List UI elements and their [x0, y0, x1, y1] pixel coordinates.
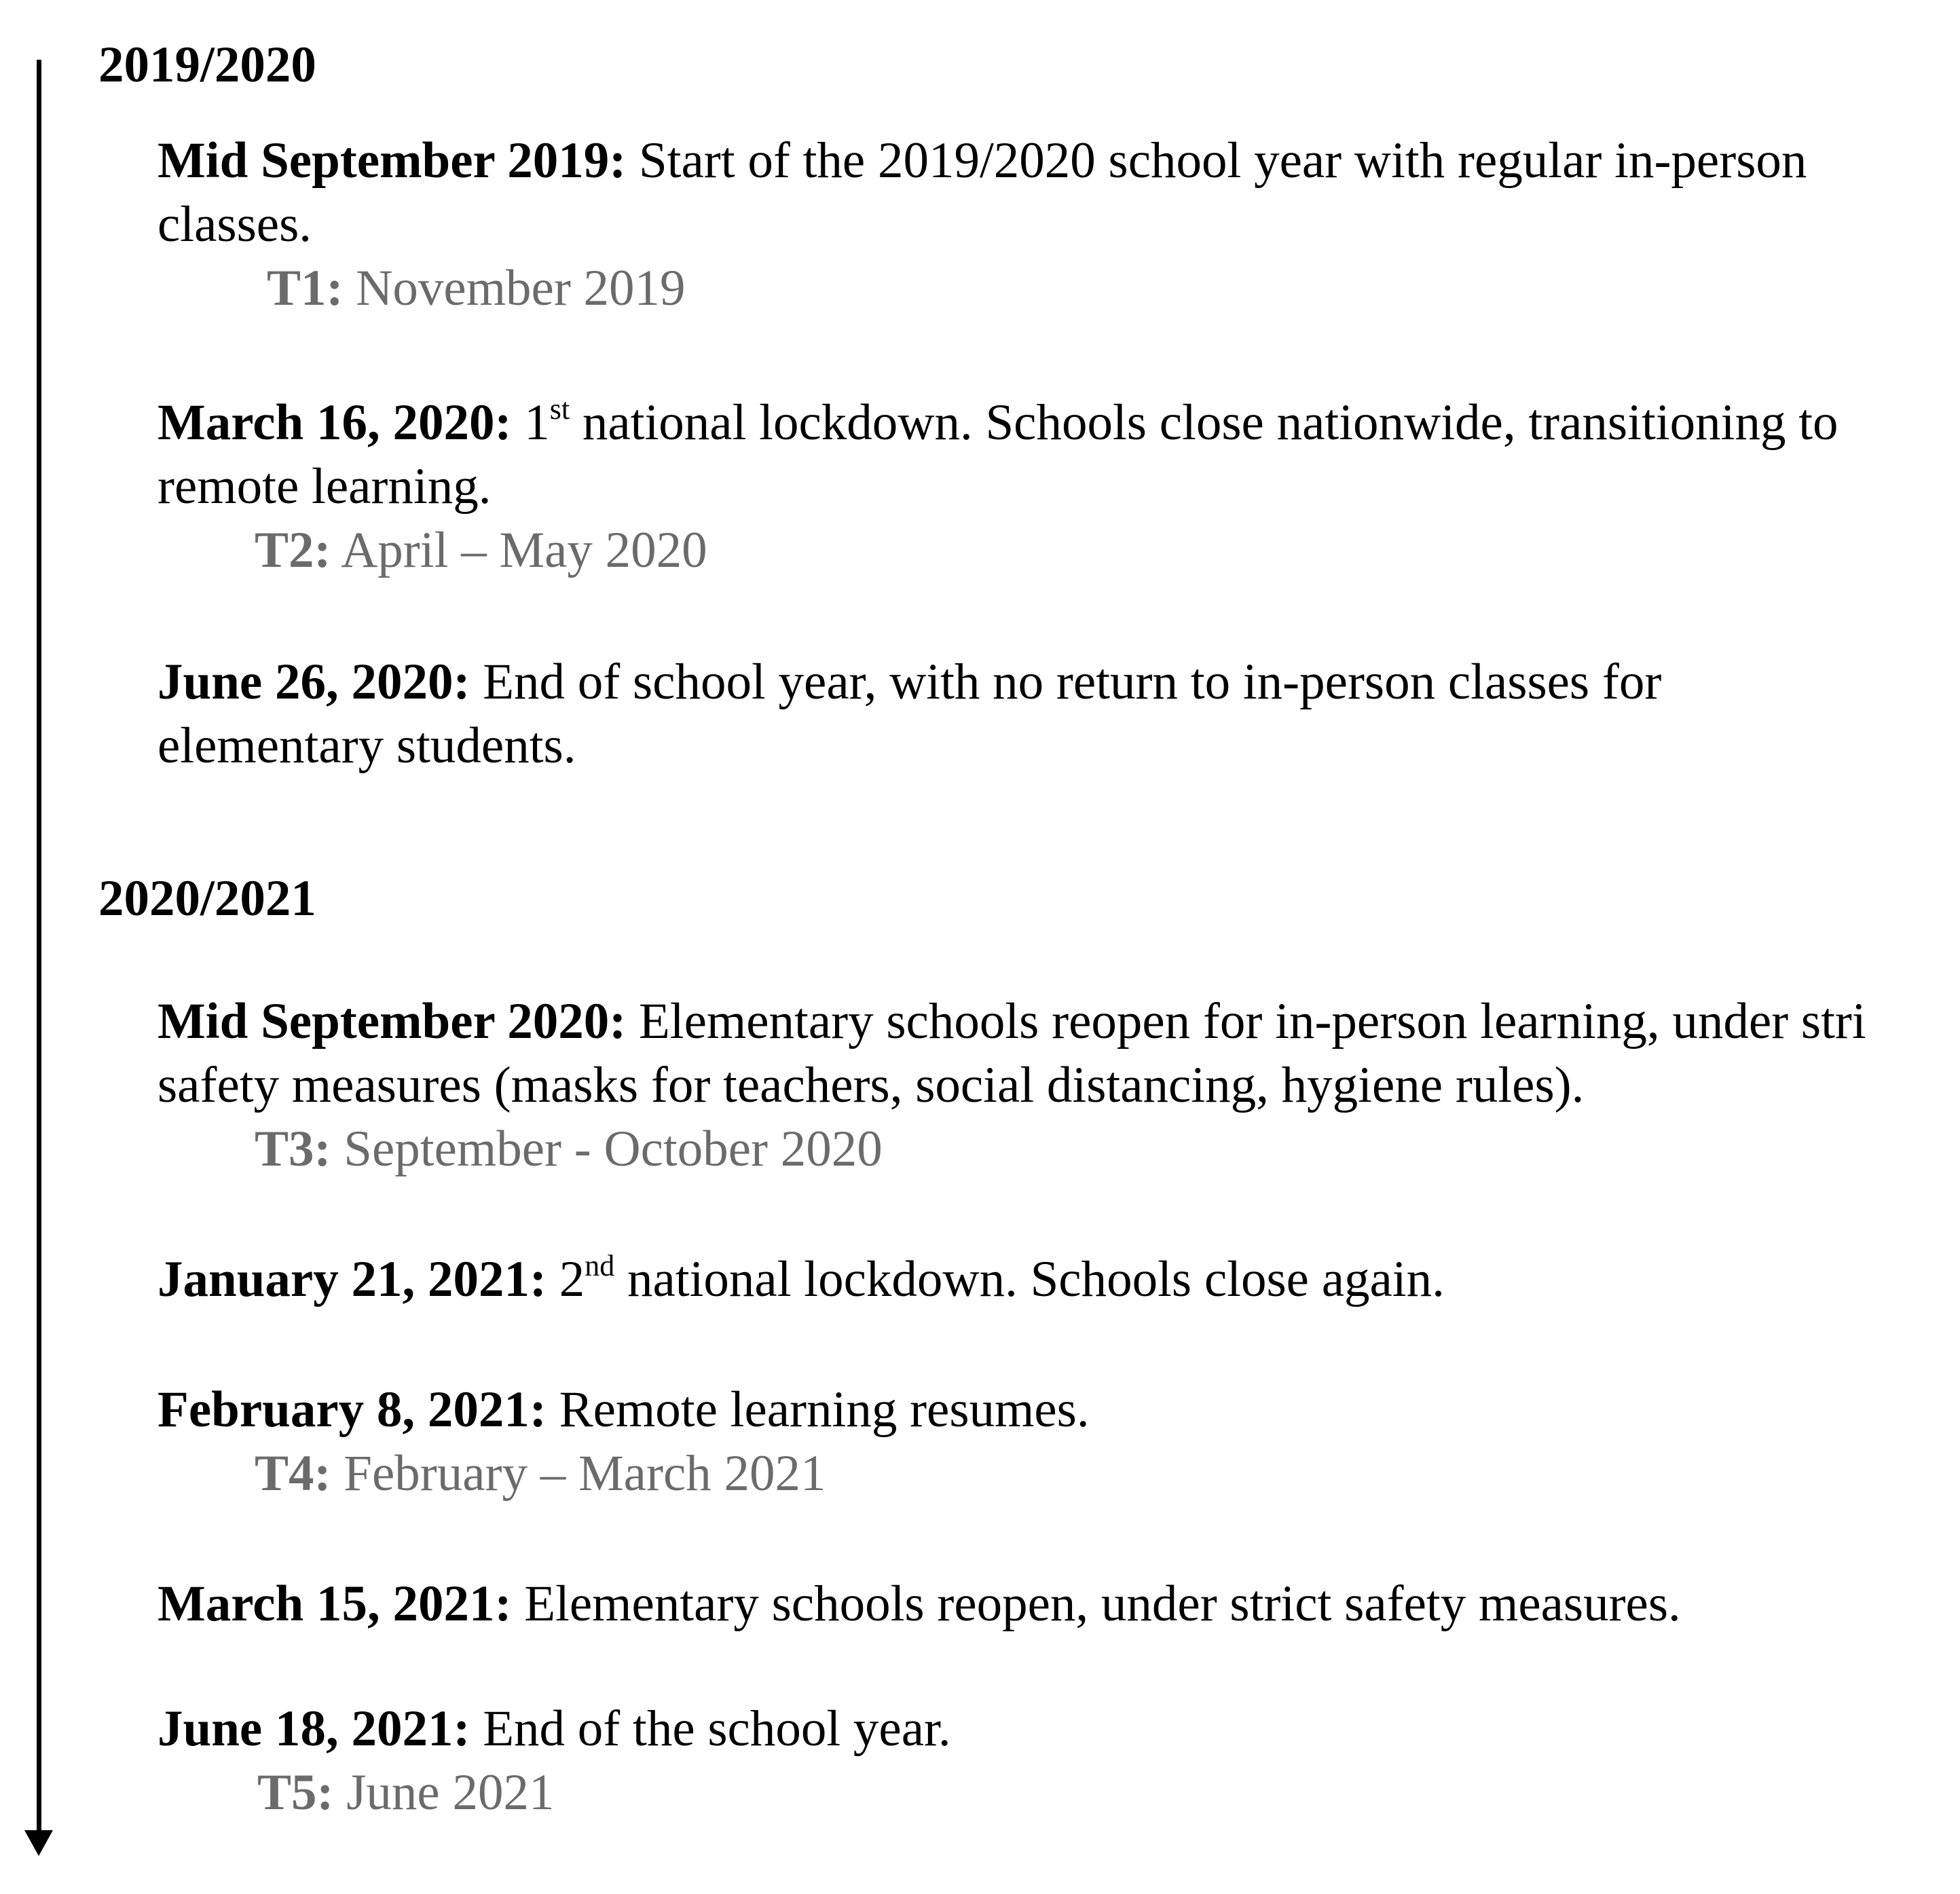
event-date: February 8, 2021:	[158, 1381, 547, 1438]
event-date: June 18, 2021:	[158, 1701, 470, 1757]
event-date: Mid September 2020:	[158, 993, 627, 1050]
timeline-axis-line	[37, 60, 41, 1832]
event-mid-september-2019	[158, 129, 1807, 257]
timepoint-label: T4:	[255, 1445, 331, 1502]
timepoint-period: June 2021	[346, 1764, 555, 1821]
year-heading-2020-2021: 2020/2021	[98, 870, 316, 927]
timepoint-period: September - October 2020	[344, 1121, 883, 1177]
event-june-26-2020	[158, 650, 1661, 778]
event-january-21-2021	[158, 1248, 1445, 1312]
timepoint-label: T2:	[255, 522, 331, 578]
event-description: Start of the 2019/2020 school year with regular in-person	[638, 132, 1807, 189]
timepoint-t4	[255, 1442, 826, 1506]
timepoint-period: February – March 2021	[344, 1445, 826, 1502]
event-march-16-2020	[158, 391, 1838, 519]
event-description-continued: classes.	[158, 196, 312, 253]
timepoint-period: April – May 2020	[341, 522, 707, 578]
event-description: Elementary schools reopen for in-person learning, under stri	[638, 993, 1866, 1050]
ordinal-suffix: nd	[585, 1249, 615, 1282]
event-date: January 21, 2021:	[158, 1251, 547, 1307]
event-mid-september-2020	[158, 990, 1866, 1117]
event-description: national lockdown. Schools close again.	[627, 1251, 1445, 1307]
timepoint-label: T3:	[255, 1121, 331, 1177]
ordinal-number: 2	[559, 1251, 585, 1307]
event-date: March 16, 2020:	[158, 394, 512, 451]
event-date: Mid September 2019:	[158, 132, 627, 189]
event-description: End of school year, with no return to in-person classes for	[483, 654, 1662, 710]
event-description: national lockdown. Schools close nationwide, transitioning to	[582, 394, 1838, 451]
timepoint-label: T5:	[257, 1764, 334, 1821]
event-description: Remote learning resumes.	[559, 1381, 1090, 1438]
timepoint-t3	[255, 1117, 883, 1181]
event-date: June 26, 2020:	[158, 654, 470, 710]
event-date: March 15, 2021:	[158, 1576, 512, 1632]
year-heading-2019-2020: 2019/2020	[98, 37, 316, 93]
event-description-continued: safety measures (masks for teachers, social distancing, hygiene rules).	[158, 1057, 1585, 1113]
event-description: End of the school year.	[483, 1701, 951, 1757]
timepoint-period: November 2019	[356, 260, 686, 316]
event-description-continued: elementary students.	[158, 718, 576, 774]
timepoint-label: T1:	[267, 260, 344, 316]
event-february-8-2021	[158, 1378, 1090, 1442]
ordinal-suffix: st	[549, 392, 570, 426]
timepoint-t5	[257, 1761, 554, 1825]
ordinal-number: 1	[524, 394, 550, 451]
timeline-arrow-down-icon	[24, 1830, 53, 1856]
event-description: Elementary schools reopen, under strict safety measures.	[524, 1576, 1681, 1632]
timepoint-t2	[255, 519, 707, 582]
event-march-15-2021	[158, 1572, 1681, 1636]
event-june-18-2021	[158, 1697, 951, 1761]
event-description-continued: remote learning.	[158, 458, 492, 515]
timepoint-t1	[267, 257, 686, 320]
